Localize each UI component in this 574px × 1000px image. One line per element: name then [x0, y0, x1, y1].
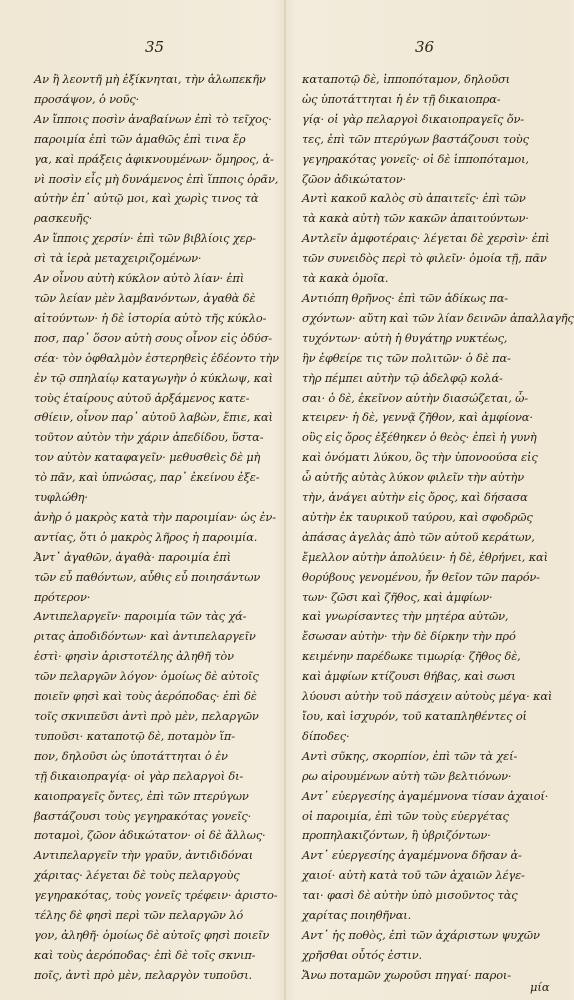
text-line: δίποδες· — [302, 728, 350, 743]
text-line: Αν οἶνου αὐτὴ κύκλον αὐτὸ λίαν· ἐπὶ — [34, 271, 245, 286]
text-line: Ἀντ᾿ ἀγαθῶν, ἀγαθὰ· παροιμία ἐπὶ — [34, 549, 231, 564]
text-line: γεγηρακότας γονεῖς· οἱ δὲ ἱπποπόταμοι, — [302, 151, 529, 166]
text-line: προσάψον, ὁ νοῦς· — [34, 91, 140, 106]
text-line: Αντλεῖν ἀμφοτέραις· λέγεται δὲ χερσὶν· ἐπὶ — [302, 231, 550, 246]
text-line: Ἄνω ποταμῶν χωροῦσι πηγαί· παροι- — [302, 967, 511, 982]
text-line: γεγηρακότας, τοὺς γονεῖς τρέφειν· ἀριστο- — [34, 888, 278, 903]
text-line: Αντὶ κακοῦ καλὸς σὺ ἀπαιτεῖς· ἐπὶ τῶν — [302, 191, 526, 206]
text-line: τῶν εὖ παθόντων, αὖθις εὖ ποιησάντων — [34, 569, 261, 584]
text-line: λύουσι αὐτὴν τοῦ πάσχειν αὐτοὺς μέγα· καὶ — [302, 689, 553, 704]
text-line: νὶ ποσὶν εἶς μὴ δυνάμενος ἐπὶ ἵπποις ὁρᾶν, — [34, 171, 279, 186]
text-line: τοῦτον αὐτὸν τὴν χάριν ἀπεδίδου, ὕστα- — [34, 430, 264, 445]
gutter-shadow — [284, 0, 286, 1000]
text-line: Αντ᾿ εὐεργεσίης ἀγαμέμνονα δῆσαν ἀ- — [302, 848, 522, 863]
text-line: καὶ ἀμφίων κτίζουσι θήβας, καὶ σωσι — [302, 669, 516, 684]
text-line: Αν ἢ λεοντῆ μὴ ἐξίκνηται, τὴν ἀλωπεκῆν — [34, 72, 266, 86]
text-line: οὓς εἰς ὄρος ἐξέθηκεν ὁ θεὸς· ἐπεὶ ἡ γυνὴ — [302, 430, 537, 445]
text-line: ρασκευῆς· — [34, 211, 93, 226]
text-line: ται· φασὶ δὲ αὐτὴν ὑπὸ μισοῦντος τὰς — [302, 888, 518, 903]
text-line: αντίας, ὅτι ὁ μακρὸς λῆρος ἡ παροιμία. — [34, 529, 258, 544]
text-line: τὰ κακὰ αὐτὴ τῶν κακῶν ἀπαιτούντων· — [302, 211, 529, 226]
text-line: τὴρ πέμπει αὐτὴν τῷ ἀδελφῷ κολά- — [302, 370, 503, 385]
text-line: Αντιπελαργεῖν τὴν γραῦν, ἀντιδιδόναι — [34, 848, 254, 863]
page-number-left: 35 — [145, 38, 165, 56]
text-line: ἔσωσαν αὐτὴν· τὴν δὲ δίρκην τὴν πρό — [302, 629, 516, 644]
page-number-right: 36 — [415, 38, 435, 56]
text-line: αὐτὴν ἐκ ταυρικοῦ ταύρου, καὶ σφοδρῶς — [302, 509, 533, 524]
catchword: μία — [530, 980, 550, 994]
text-line: τέλης δὲ φησὶ περὶ τῶν πελαργῶν λό — [34, 908, 244, 923]
text-line: καὶ τοὺς ἀερόποδας· ἐπὶ δὲ τοῖς σκνιπ- — [34, 947, 256, 962]
text-line: τῇ δικαιοπραγίᾳ· οἱ γὰρ πελαργοὶ δι- — [34, 768, 244, 783]
text-line: γον, ἀληθῆ· ὁμοίως δὲ αὐτοῖς φησὶ ποιεῖν — [34, 927, 270, 942]
text-line: θορύβους γενομένου, ἦν θεῖον τῶν παρόν- — [302, 569, 540, 584]
text-line: χαιοί· αὐτὴ κατὰ τοῦ τῶν ἀχαιῶν λέγε- — [302, 868, 525, 883]
text-line: τῶν λείαν μὲν λαμβανόντων, ἀγαθὰ δὲ — [34, 290, 256, 305]
text-line: κτειρεν· ἡ δὲ, γεννᾷ ζῆθον, καὶ ἀμφίονα· — [302, 410, 533, 425]
text-line: Αν ἴπποις ποσὶν ἀναβαίνων ἐπὶ τὸ τεῖχος· — [34, 111, 272, 126]
text-line: χαρίτας ποιηθῆναι. — [302, 908, 412, 923]
text-line: ἔμελλον αὐτὴν ἀπολύειν· ἡ δὲ, ἐθρήνει, καὶ — [302, 549, 548, 564]
text-line: ὧ αὐτῆς αὐτὰς λύκον φιλεῖν τὴν αὐτὴν — [302, 470, 525, 485]
text-line: ποιεῖν φησὶ καὶ τοὺς ἀερόποδας· ἐπὶ δὲ — [34, 689, 257, 704]
text-line: σχόντων· αὕτη καὶ τῶν λίαν δεινῶν ἀπαλλαγῆς — [302, 310, 574, 325]
text-line: αὐτὴν ἐπ᾿ αὐτῷ μοι, καὶ χωρὶς τινος τὰ — [34, 191, 259, 206]
text-line: σθίειν, οἶνον παρ᾿ αὐτοῦ λαβὼν, ἔπιε, καὶ — [34, 410, 273, 425]
text-line: σέα· τὸν ὀφθαλμὸν ἐστερηθεὶς ἐδέοντο τὴν — [34, 350, 279, 365]
text-line: πρότερον· — [34, 589, 91, 604]
text-line: ἣν ἐφθείρε τις τῶν πολιτῶν· ὁ δὲ πα- — [302, 350, 511, 365]
text-line: Αντιόπη θρῆνος· ἐπὶ τῶν ἀδίκως πα- — [302, 290, 509, 305]
text-line: γίᾳ· οἱ γὰρ πελαργοὶ δικαιοπραγεῖς ὄν- — [302, 111, 524, 126]
text-line: τὴν, ἀνάγει αὐτὴν εἰς ὄρος, καὶ δήσασα — [302, 490, 528, 505]
text-line: τὰ κακὰ ὁμοῖα. — [302, 271, 389, 286]
text-line: τυποῦσι· καταποτῷ δὲ, ποταμὸν ἵπ- — [34, 728, 235, 743]
text-line: ποταμοὶ, ζῶον ἀδικώτατον· οἱ δὲ ἄλλως· — [34, 828, 266, 843]
text-line: τοῖς σκνιπεῦσι ἀντὶ πρὸ μὲν, πελαργῶν — [34, 709, 259, 723]
text-line: των· ζῶσι καὶ ζῆθος, καὶ ἀμφίων· — [302, 589, 493, 604]
text-line: βαστάζουσι τοὺς γεγηρακότας γονεῖς· — [34, 808, 252, 823]
text-line: προπηλακιζόντων, ἢ ὑβριζόντων· — [302, 828, 491, 843]
text-line: κειμένην παρέδωκε τιμωρίᾳ· ζῆθος δὲ, — [302, 649, 521, 664]
text-line: χάριτας· λέγεται δὲ τοὺς πελαργοὺς — [34, 868, 240, 883]
text-line: τοὺς ἑταίρους αὐτοῦ ἀρξάμενος κατε- — [34, 390, 250, 405]
text-line: ἀπάσας ἀγελὰς ἀπὸ τῶν αὐτοῦ κεράτων, — [302, 529, 535, 544]
text-line: ὡς ὑποτάττηται ἡ ἐν τῇ δικαιοπρα- — [302, 91, 501, 106]
text-line: αἰτούντων· ἡ δὲ ἱστορία αὐτὸ τῆς κύκλο- — [34, 310, 267, 325]
text-line: Αν ἴπποις χερσίν· ἐπὶ τῶν βιβλίοις χερ- — [34, 231, 256, 246]
text-line: τυφλώθη· — [34, 490, 88, 505]
left-column-text — [34, 70, 279, 986]
text-line: Αντιπελαργεῖν· παροιμία τῶν τὰς χά- — [34, 609, 247, 624]
text-line: Αντὶ σῦκης, σκορπίον, ἐπὶ τῶν τὰ χεί- — [302, 748, 518, 763]
text-line: τῶν συνειδὸς περὶ τὸ φιλεῖν· ὁμοία τῇ, πᾶν — [302, 251, 547, 266]
text-line: τυχόντων· αὐτὴ ἡ θυγάτηρ νυκτέως, — [302, 330, 508, 345]
text-line: καιοπραγεῖς ὄντες, ἐπὶ τῶν πτερύγων — [34, 788, 249, 803]
text-line: γα, καὶ πράξεις ἀφικνουμένων· ὅμηρος, ἀ- — [34, 151, 274, 166]
text-line: καὶ ὀνόματι λύκου, ὃς τὴν ὑπονοούσα εἰς — [302, 450, 538, 465]
text-line: καταποτῷ δὲ, ἱπποπόταμον, δηλοῦσι — [302, 72, 510, 86]
text-line: τὸ πᾶν, καὶ ὑπνώσας, παρ᾿ ἐκείνου ἐξε- — [34, 470, 260, 485]
text-line: τον αὐτὸν καταφαγεῖν· μεθυσθεὶς δὲ μὴ — [34, 450, 261, 465]
text-line: ποσ, παρ᾿ ὅσον αὐτὴ σους οἶνον εἰς ὀδύσ- — [34, 330, 273, 345]
text-line: παροιμία ἐπὶ τῶν ἁμαθῶς ἐπὶ τινα ἔρ — [34, 131, 246, 146]
right-column-text — [302, 70, 574, 986]
text-line: ρω αἱρουμένων αὐτὴ τῶν βελτιόνων· — [302, 768, 512, 783]
text-line: ἀνὴρ ὁ μακρὸς κατὰ τὴν παροιμίαν· ὡς ἐν- — [34, 509, 276, 524]
text-line: ζῶον ἀδικώτατον· — [302, 171, 406, 186]
text-line: ποῖς, ἀντὶ πρὸ μὲν, πελαργὸν τυποῦσι. — [34, 967, 253, 982]
text-line: ἴου, καὶ ἰσχυρόν, τοῦ καταπληθέντες οἱ — [302, 709, 527, 723]
text-line: σὶ τὰ ἱερὰ μεταχειριζομένων· — [34, 251, 202, 266]
text-line: σαι· ὁ δὲ, ἐκεῖνον αὐτὴν διασώζεται, ὦ- — [302, 390, 528, 405]
text-line: πον, δηλοῦσι ὡς ὑποτάττηται ὁ ἐν — [34, 748, 228, 763]
text-line: Αντ᾿ ἠς ποθὸς, ἐπὶ τῶν ἀχάριστων ψυχῶν — [302, 927, 540, 942]
text-line: τῶν πελαργῶν λόγον· ὁμοίως δὲ αὐτοῖς — [34, 669, 259, 684]
text-line: τες, ἐπὶ τῶν πτερύγων βαστάζουσι τοὺς — [302, 131, 529, 146]
text-line: ἐστὶ· φησὶν ἀριστοτέλης ἀληθῆ τὸν — [34, 649, 234, 664]
text-line: χρῆσθαι οὗτός ἐστιν. — [302, 947, 422, 962]
text-line: οἱ παροιμία, ἐπὶ τῶν τοὺς εὐεργέτας — [302, 808, 509, 823]
text-line: Αντ᾿ εὐεργεσίης ἀγαμέμνονα τίσαν ἀχαιοί· — [302, 788, 549, 803]
text-line: ἐν τῷ σπηλαίῳ καταγωγὴν ὁ κύκλωψ, καὶ — [34, 370, 273, 385]
text-line: καὶ γνωρίσαντες τὴν μητέρα αὐτῶν, — [302, 609, 509, 624]
text-line: ριτας ἀποδιδόντων· καὶ ἀντιπελαργεῖν — [34, 629, 256, 644]
